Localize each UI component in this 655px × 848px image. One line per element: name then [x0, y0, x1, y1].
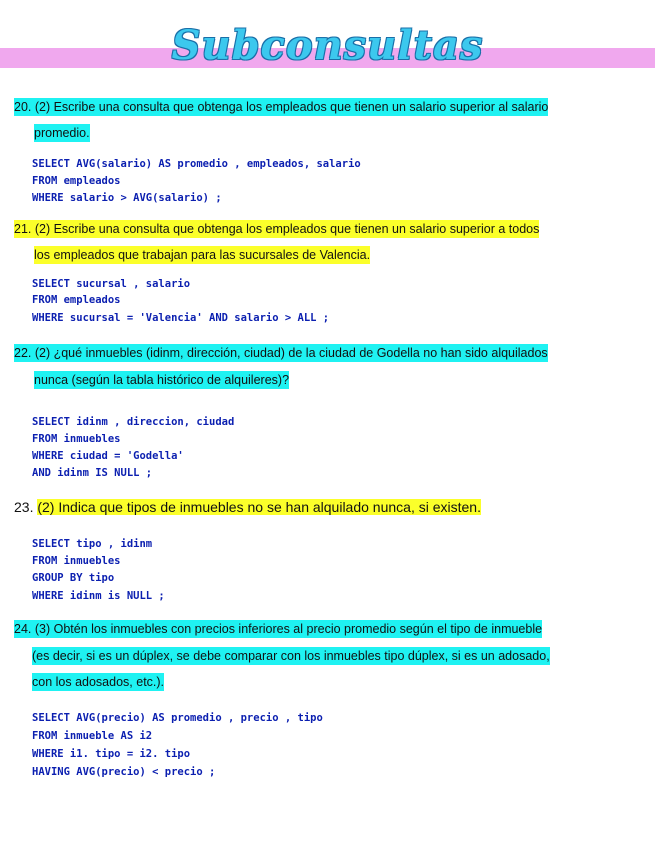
question-24-line2: (es decir, si es un dúplex, se debe comparar con los inmuebles tipo dúplex, si es un adosado, — [32, 649, 550, 663]
question-24-line1: 24. (3) Obtén los inmuebles con precios inferiores al precio promedio según el tipo de inmueble — [14, 622, 543, 636]
code-line: AND idinm IS NULL ; — [32, 467, 153, 479]
question-20-line2: promedio. — [34, 126, 90, 140]
code-line: FROM inmuebles — [32, 433, 121, 445]
question-23-text: (2) Indica que tipos de inmuebles no se han alquilado nunca, si existen. — [37, 499, 481, 515]
question-21-line2: los empleados que trabajan para las sucursales de Valencia. — [34, 248, 371, 262]
question-21-line1: 21. (2) Escribe una consulta que obtenga los empleados que tienen un salario superior a todos — [14, 222, 540, 236]
code-line: WHERE i1. tipo = i2. tipo — [32, 748, 191, 760]
code-line: FROM empleados — [32, 294, 121, 306]
question-24-line3: con los adosados, etc.). — [32, 675, 165, 689]
question-22-line2: nunca (según la tabla histórico de alquileres)? — [34, 373, 290, 387]
code-line: FROM inmuebles — [32, 555, 121, 567]
code-line: SELECT AVG(salario) AS promedio , empleados, salario — [32, 158, 361, 170]
code-line: SELECT sucursal , salario — [32, 278, 191, 290]
question-22-line1: 22. (2) ¿qué inmuebles (idinm, dirección, ciudad) de la ciudad de Godella no han sido alquilados — [14, 346, 548, 360]
page-title: Subconsultas — [171, 22, 484, 69]
code-line: SELECT AVG(precio) AS promedio , precio , tipo — [32, 712, 323, 724]
code-line: WHERE idinm is NULL ; — [32, 590, 165, 602]
code-line: SELECT tipo , idinm — [32, 538, 153, 550]
code-line: WHERE ciudad = 'Godella' — [32, 450, 184, 462]
question-23-number: 23. — [14, 499, 38, 515]
code-line: HAVING AVG(precio) < precio ; — [32, 766, 216, 778]
code-line: WHERE salario > AVG(salario) ; — [32, 192, 222, 204]
question-23-line — [14, 498, 481, 516]
code-line: GROUP BY tipo — [32, 572, 115, 584]
code-line: SELECT idinm , direccion, ciudad — [32, 416, 235, 428]
code-line: FROM inmueble AS i2 — [32, 730, 153, 742]
code-line: FROM empleados — [32, 175, 121, 187]
question-20-line1: 20. (2) Escribe una consulta que obtenga los empleados que tienen un salario superior al salario — [14, 100, 549, 114]
code-line: WHERE sucursal = 'Valencia' AND salario > ALL ; — [32, 312, 330, 324]
